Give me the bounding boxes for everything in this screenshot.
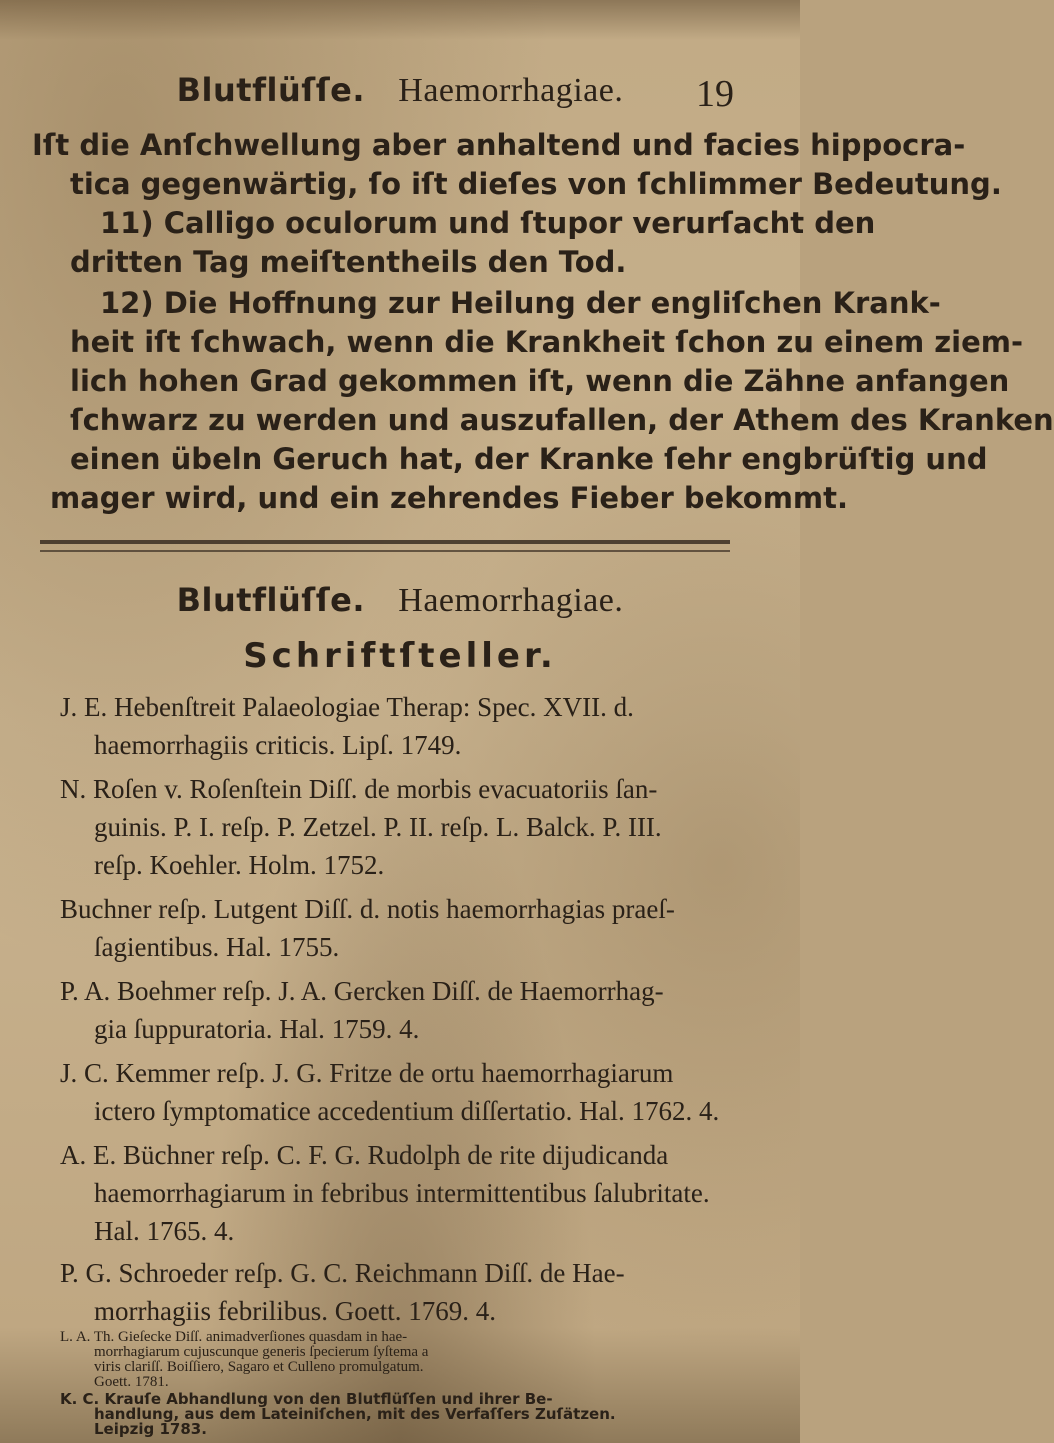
entry-line: ſagientibus. Hal. 1755. <box>94 932 340 962</box>
entry-line: handlung, aus dem Lateiniſchen, mit des Verfaſſers Zuſätzen. <box>94 1405 616 1423</box>
entry-line: P. A. Boehmer reſp. J. A. Gercken Diſſ. de Haemorrhag- <box>60 976 664 1006</box>
divider-rule <box>40 540 730 544</box>
bibliography-entry <box>60 972 760 1048</box>
bibliography-entry <box>60 770 760 884</box>
bibliography-entry <box>60 688 760 764</box>
entry-line: morrhagiis febrilibus. Goett. 1769. 4. <box>94 1296 496 1326</box>
entry-line: Leipzig 1783. <box>94 1420 207 1438</box>
text-line: Iſt die Anſchwellung aber anhaltend und facies hippocra- <box>32 128 966 162</box>
entry-line: Hal. 1765. 4. <box>94 1216 235 1246</box>
entry-line: haemorrhagiis criticis. Lipſ. 1749. <box>94 730 462 760</box>
page-number: 19 <box>696 73 734 115</box>
running-header-top <box>0 70 800 110</box>
entry-line: haemorrhagiarum in febribus intermittentibus ſalubritate. <box>94 1178 710 1208</box>
text-line: einen übeln Geruch hat, der Kranke ſehr engbrüſtig und <box>70 442 988 476</box>
entry-line: guinis. P. I. reſp. P. Zetzel. P. II. reſp. L. Balck. P. III. <box>94 812 662 842</box>
entry-line: Goett. 1781. <box>94 1374 169 1390</box>
bibliography-entry <box>60 1392 760 1437</box>
bibliography-entry <box>60 1054 760 1130</box>
entry-line: P. G. Schroeder reſp. G. C. Reichmann Diſſ. de Hae- <box>60 1258 625 1288</box>
entry-line: Buchner reſp. Lutgent Diſſ. d. notis haemorrhagias praeſ- <box>60 894 675 924</box>
bibliography-entry <box>60 890 760 966</box>
text-line: 11) Calligo oculorum und ſtupor verurſacht den <box>100 206 876 240</box>
header-title-german: Blutflüſſe. <box>176 581 365 619</box>
divider-rule-thin <box>40 550 730 552</box>
entry-line: N. Roſen v. Roſenſtein Diſſ. de morbis evacuatoriis ſan- <box>60 774 658 804</box>
text-line: ſchwarz zu werden und auszufallen, der Athem des Kranken <box>70 403 1054 437</box>
entry-line: L. A. Th. Gieſecke Diſſ. animadverſiones quasdam in hae- <box>60 1329 408 1345</box>
header-title-latin: Haemorrhagiae. <box>398 72 624 109</box>
text-line: lich hohen Grad gekommen iſt, wenn die Zähne anfangen <box>70 364 1010 398</box>
bibliography-entry <box>60 1254 760 1330</box>
bibliography-entry <box>60 1136 760 1250</box>
text-line: 12) Die Hoffnung zur Heilung der engliſchen Krank- <box>100 286 941 320</box>
text-line: tica gegenwärtig, ſo iſt dieſes von ſchlimmer Bedeutung. <box>70 167 1002 201</box>
bibliography-entry <box>60 1330 760 1390</box>
entry-line: K. C. Krauſe Abhandlung von den Blutflüſſen und ihrer Be- <box>60 1390 553 1408</box>
running-header-second <box>0 580 800 620</box>
entry-line: J. E. Hebenſtreit Palaeologiae Therap: Spec. XVII. d. <box>60 692 634 722</box>
entry-line: morrhagiarum cujuscunque generis ſpecierum ſyſtema a <box>94 1344 429 1360</box>
header-title-german: Blutflüſſe. <box>176 71 365 109</box>
entry-line: J. C. Kemmer reſp. J. G. Fritze de ortu haemorrhagiarum <box>60 1058 674 1088</box>
entry-line: viris clariſſ. Boiſſiero, Sagaro et Culleno promulgatum. <box>94 1359 424 1375</box>
entry-line: A. E. Büchner reſp. C. F. G. Rudolph de rite dijudicanda <box>60 1140 669 1170</box>
section-heading: Schriftſteller. <box>243 636 557 676</box>
header-title-latin: Haemorrhagiae. <box>398 582 624 619</box>
text-line: heit iſt ſchwach, wenn die Krankheit ſchon zu einem ziem- <box>70 325 1024 359</box>
text-line: dritten Tag meiſtentheils den Tod. <box>70 245 627 279</box>
entry-line: gia ſuppuratoria. Hal. 1759. 4. <box>94 1014 420 1044</box>
text-line: mager wird, und ein zehrendes Fieber bekommt. <box>50 481 849 515</box>
entry-line: ictero ſymptomatice accedentium diſſertatio. Hal. 1762. 4. <box>94 1096 720 1126</box>
entry-line: reſp. Koehler. Holm. 1752. <box>94 850 385 880</box>
